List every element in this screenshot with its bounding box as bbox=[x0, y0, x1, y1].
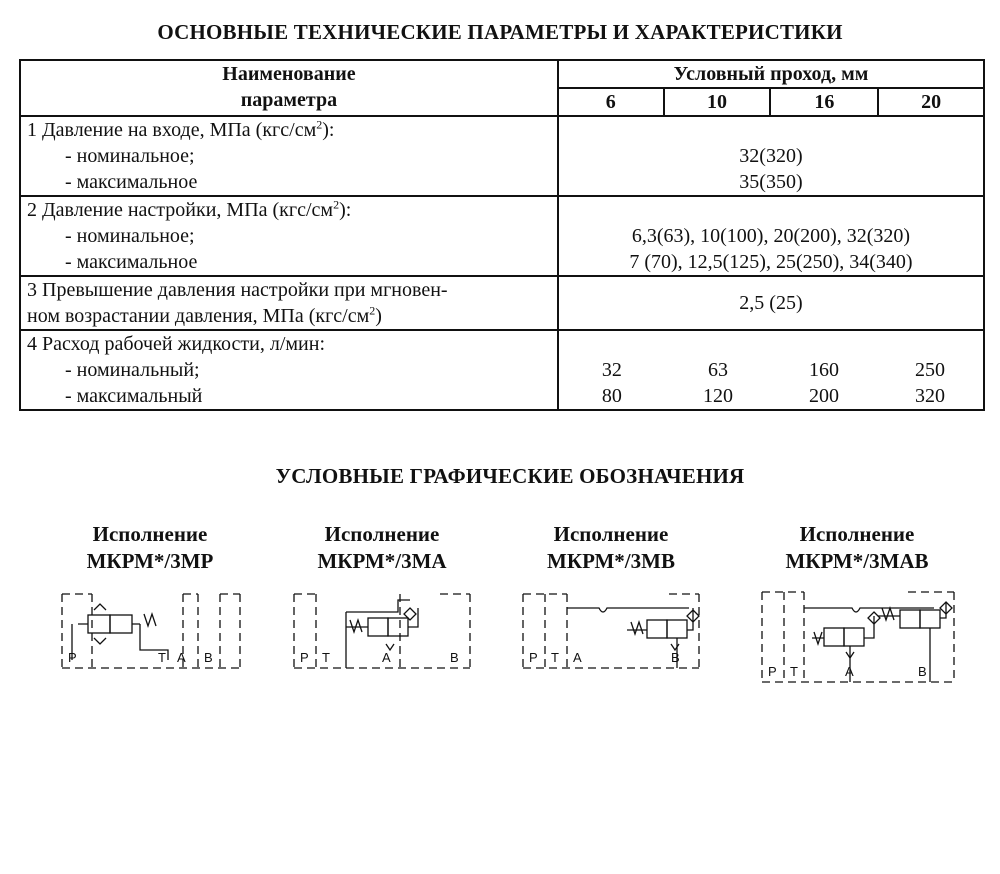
variant-caption-3ma bbox=[292, 521, 472, 575]
value-pressure-excess bbox=[558, 276, 984, 330]
table-row bbox=[20, 330, 984, 410]
param-label-end: ) bbox=[375, 305, 382, 327]
header-param-line2: параметра bbox=[240, 89, 338, 111]
flow-maximum-16: 200 bbox=[808, 385, 839, 407]
param-flow-rate bbox=[20, 330, 558, 410]
value: 2,5 (25) bbox=[739, 292, 803, 314]
value-inlet-pressure bbox=[558, 116, 984, 196]
param-pressure-excess bbox=[20, 276, 558, 330]
port-t-label: T bbox=[790, 664, 798, 679]
hydraulic-symbol-3mb bbox=[519, 590, 705, 672]
port-t-label: T bbox=[551, 650, 559, 665]
table-row bbox=[20, 276, 984, 330]
variant-code: МКРМ*/3МР bbox=[86, 549, 214, 573]
variant-caption-3mb bbox=[521, 521, 701, 575]
hydraulic-symbol-3mab bbox=[758, 588, 958, 686]
param-setting-pressure bbox=[20, 196, 558, 276]
table-row bbox=[20, 196, 984, 276]
variant-caption: Исполнение bbox=[553, 522, 669, 546]
page-title: ОСНОВНЫЕ ТЕХНИЧЕСКИЕ ПАРАМЕТРЫ И ХАРАКТЕРИСТИКИ bbox=[157, 20, 843, 44]
variant-caption: Исполнение bbox=[799, 522, 915, 546]
value-maximum: 35(350) bbox=[739, 171, 803, 193]
sub-maximum: - максимальный bbox=[65, 385, 203, 407]
port-t-label: T bbox=[322, 650, 330, 665]
size-16: 16 bbox=[770, 88, 878, 116]
hydraulic-symbol-3ma bbox=[290, 590, 476, 672]
port-p-label: P bbox=[300, 650, 309, 665]
table-row bbox=[20, 116, 984, 196]
superscript: 2 bbox=[316, 117, 323, 132]
size-20: 20 bbox=[878, 88, 984, 116]
port-t-label: T bbox=[158, 650, 166, 665]
sub-maximum: - максимальное bbox=[65, 251, 198, 273]
port-p-label: P bbox=[768, 664, 777, 679]
param-inlet-pressure bbox=[20, 116, 558, 196]
value-maximum: 7 (70), 12,5(125), 25(250), 34(340) bbox=[629, 251, 913, 273]
flow-nominal-10: 63 bbox=[707, 359, 728, 381]
flow-nominal-row bbox=[559, 357, 983, 383]
superscript: 2 bbox=[369, 303, 376, 318]
variant-code: МКРМ*/3МА bbox=[317, 549, 447, 573]
port-a-label: A bbox=[382, 650, 391, 665]
value-flow-rate bbox=[558, 330, 984, 410]
sub-nominal: - номинальный; bbox=[65, 359, 200, 381]
port-b-label: B bbox=[671, 650, 680, 665]
sub-nominal: - номинальное; bbox=[65, 145, 195, 167]
param-label: 4 Расход рабочей жидкости, л/мин: bbox=[27, 333, 325, 355]
param-label-end: ): bbox=[339, 199, 352, 221]
port-a-label: A bbox=[573, 650, 582, 665]
header-group: Условный проход, мм bbox=[558, 60, 984, 88]
param-label: 3 Превышение давления настройки при мгновен- bbox=[27, 279, 448, 301]
size-10: 10 bbox=[664, 88, 771, 116]
flow-nominal-20: 250 bbox=[914, 359, 945, 381]
variant-caption: Исполнение bbox=[324, 522, 440, 546]
hydraulic-symbol-3mp bbox=[58, 590, 244, 672]
value-nominal: 6,3(63), 10(100), 20(200), 32(320) bbox=[631, 225, 911, 247]
variant-code: МКРМ*/3МВ bbox=[547, 549, 675, 573]
flow-nominal-16: 160 bbox=[808, 359, 839, 381]
param-label: 2 Давление настройки, МПа (кгс/см bbox=[27, 199, 334, 221]
port-p-label: P bbox=[68, 650, 77, 665]
table-header-row bbox=[20, 60, 984, 88]
port-a-label: A bbox=[845, 664, 854, 679]
port-p-label: P bbox=[529, 650, 538, 665]
parameters-table bbox=[19, 59, 985, 411]
port-b-label: B bbox=[204, 650, 213, 665]
variant-caption: Исполнение bbox=[92, 522, 208, 546]
port-b-label: B bbox=[450, 650, 459, 665]
flow-nominal-6: 32 bbox=[601, 359, 622, 381]
sub-maximum: - максимальное bbox=[65, 171, 198, 193]
param-label-end: ): bbox=[322, 119, 335, 141]
value-setting-pressure bbox=[558, 196, 984, 276]
variant-caption-3mab bbox=[762, 521, 952, 575]
symbols-title: УСЛОВНЫЕ ГРАФИЧЕСКИЕ ОБОЗНАЧЕНИЯ bbox=[275, 464, 745, 488]
flow-maximum-10: 120 bbox=[702, 385, 733, 407]
port-a-label: A bbox=[177, 650, 186, 665]
value-nominal: 32(320) bbox=[739, 145, 803, 167]
param-label: 1 Давление на входе, МПа (кгс/см bbox=[27, 119, 317, 141]
size-6: 6 bbox=[558, 88, 664, 116]
superscript: 2 bbox=[333, 197, 340, 212]
flow-maximum-6: 80 bbox=[601, 385, 622, 407]
param-label-cont: ном возрастании давления, МПа (кгс/см bbox=[27, 305, 370, 327]
variant-caption-3mp bbox=[60, 521, 240, 575]
flow-maximum-row bbox=[559, 383, 983, 409]
port-b-label: B bbox=[918, 664, 927, 679]
header-param bbox=[20, 60, 558, 116]
variant-code: МКРМ*/3МАВ bbox=[785, 549, 929, 573]
sub-nominal: - номинальное; bbox=[65, 225, 195, 247]
header-param-line1: Наименование bbox=[222, 63, 356, 85]
flow-maximum-20: 320 bbox=[914, 385, 945, 407]
